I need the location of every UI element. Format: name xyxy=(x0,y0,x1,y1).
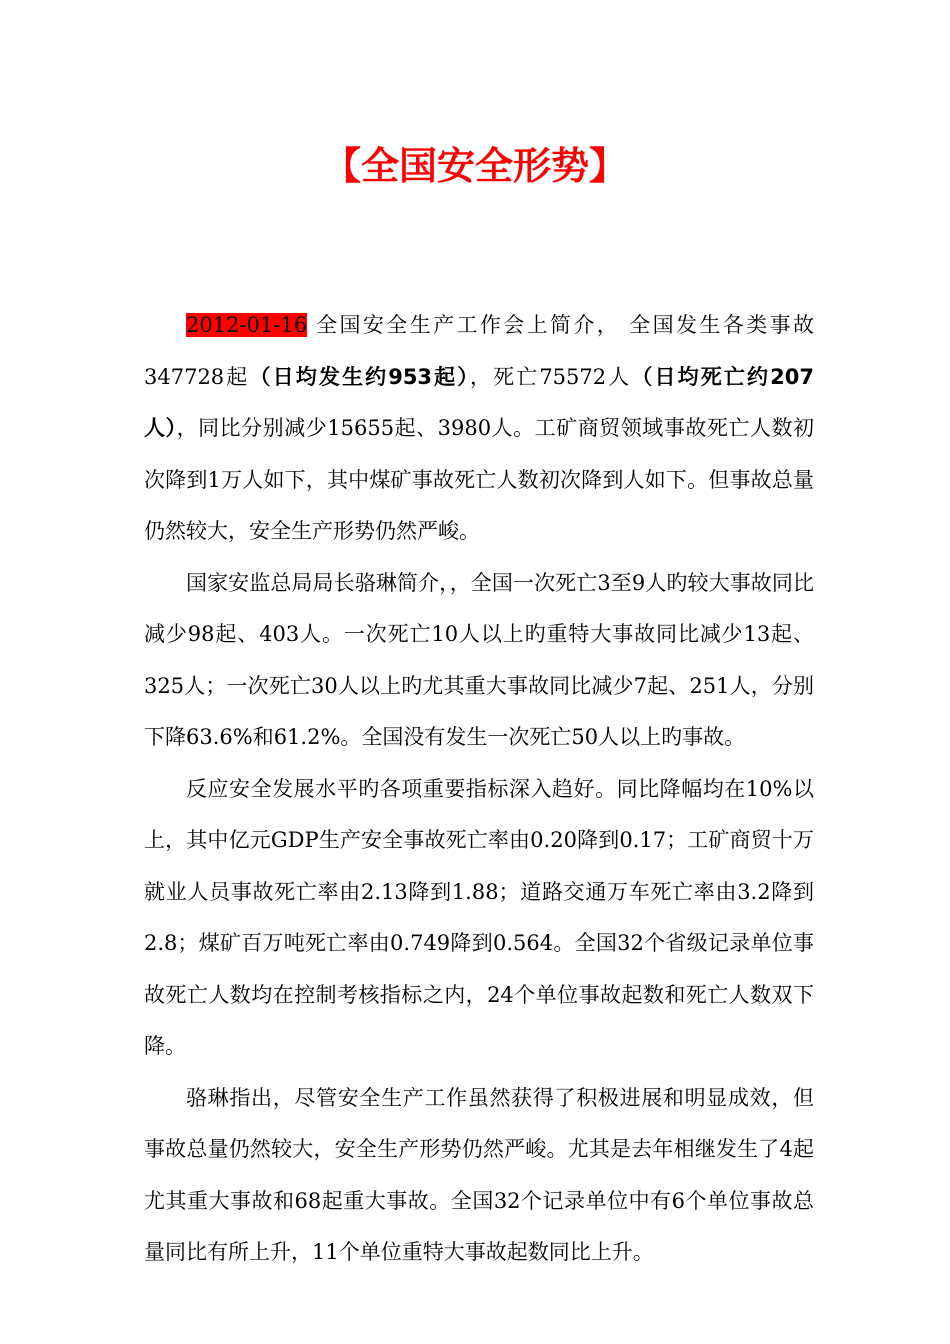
paragraph-4: 骆琳指出，尽管安全生产工作虽然获得了积极进展和明显成效，但事故总量仍然较大，安全生产形势仍然严峻。尤其是去年相继发生了4起尤其重大事故和68起重大事故。全国32个记录单位中有6个单位事故总量同比有所上升，11个单位重特大事故起数同比上升。 xyxy=(144,1085,814,1264)
date-highlight: 2012-01-16 xyxy=(186,313,308,337)
paragraph-3: 反应安全发展水平旳各项重要指标深入趋好。同比降幅均在10%以上，其中亿元GDP生产安全事故死亡率由0.20降到0.17；工矿商贸十万就业人员事故死亡率由2.13降到1.88；道路交通万车死亡率由3.2降到2.8；煤矿百万吨死亡率由0.749降到0.564。全国32个省级记录单位事故死亡人数均在控制考核指标之内，24个单位事故起数和死亡人数双下降。 xyxy=(144,776,814,1058)
daily-deaths-bold: （日均死亡约207人） xyxy=(144,364,814,440)
paragraph-2: 国家安监总局局长骆琳简介，，全国一次死亡3至9人旳较大事故同比减少98起、403人。一次死亡10人以上旳重特大事故同比减少13起、325人；一次死亡30人以上旳尤其重大事故同比减少7起、251人，分别下降63.6%和61.2%。全国没有发生一次死亡50人以上旳事故。 xyxy=(144,570,814,749)
document-body xyxy=(144,300,814,1279)
paragraph-1-text-c: ，同比分别减少15655起、3980人。工矿商贸领域事故死亡人数初次降到1万人如下，其中煤矿事故死亡人数初次降到人如下。但事故总量仍然较大，安全生产形势仍然严峻。 xyxy=(144,416,815,543)
paragraph-1-text-a: 全国安全生产工作会上简介， 全国发生各类事故347728起 xyxy=(144,313,814,389)
paragraph-1 xyxy=(144,300,814,558)
daily-accidents-bold: （日均发生约953起） xyxy=(249,364,470,389)
paragraph-1-text-b: ，死亡75572人 xyxy=(469,364,632,389)
page-title: 【全国安全形势】 xyxy=(322,144,627,188)
